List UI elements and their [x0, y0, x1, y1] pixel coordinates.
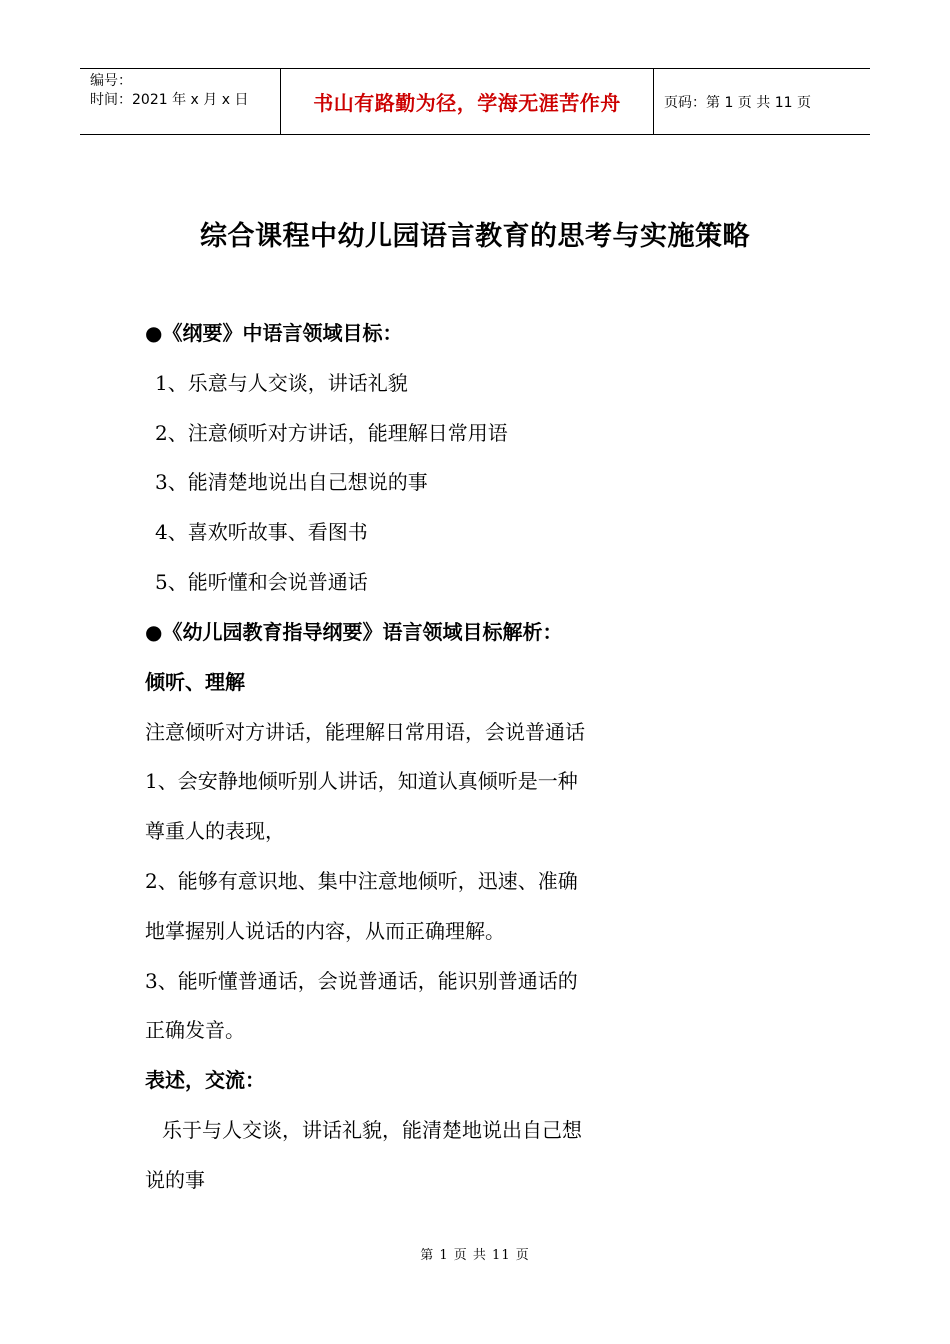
paragraph-line: 乐于与人交谈，讲话礼貌，能清楚地说出自己想	[162, 1118, 582, 1142]
header-motto: 书山有路勤为径，学海无涯苦作舟	[281, 69, 654, 134]
paragraph-line: 尊重人的表现，	[145, 819, 285, 843]
section-heading-goals: ●《纲要》中语言领域目标：	[145, 321, 403, 345]
subsection-heading-listening: 倾听、理解	[145, 670, 245, 694]
goal-item: 3、能清楚地说出自己想说的事	[155, 470, 428, 494]
paragraph-line: 正确发音。	[145, 1018, 245, 1042]
goal-item: 4、喜欢听故事、看图书	[155, 520, 368, 544]
goal-item: 2、注意倾听对方讲话，能理解日常用语	[155, 421, 508, 445]
paragraph-line: 地掌握别人说话的内容，从而正确理解。	[145, 919, 505, 943]
paragraph-line: 3、能听懂普通话，会说普通话，能识别普通话的	[145, 969, 578, 993]
goal-item: 1、乐意与人交谈，讲话礼貌	[155, 371, 408, 395]
section-heading-analysis: ●《幼儿园教育指导纲要》语言领域目标解析：	[145, 620, 563, 644]
goal-item: 5、能听懂和会说普通话	[155, 570, 368, 594]
page-footer: 第 1 页 共 11 页	[420, 1248, 530, 1263]
document-date-label: 时间：2021 年 x 月 x 日	[90, 92, 249, 108]
subsection-heading-expression: 表述，交流：	[145, 1068, 265, 1092]
document-number-label: 编号：	[90, 73, 132, 89]
header-page-info: 页码：第 1 页 共 11 页	[664, 94, 811, 111]
document-header	[80, 68, 870, 135]
paragraph-line: 注意倾听对方讲话，能理解日常用语，会说普通话	[145, 720, 585, 744]
paragraph-line: 说的事	[145, 1168, 205, 1192]
header-meta-cell	[80, 69, 281, 134]
document-title: 综合课程中幼儿园语言教育的思考与实施策略	[200, 221, 750, 252]
paragraph-line: 2、能够有意识地、集中注意地倾听，迅速、准确	[145, 869, 578, 893]
paragraph-line: 1、会安静地倾听别人讲话，知道认真倾听是一种	[145, 769, 578, 793]
